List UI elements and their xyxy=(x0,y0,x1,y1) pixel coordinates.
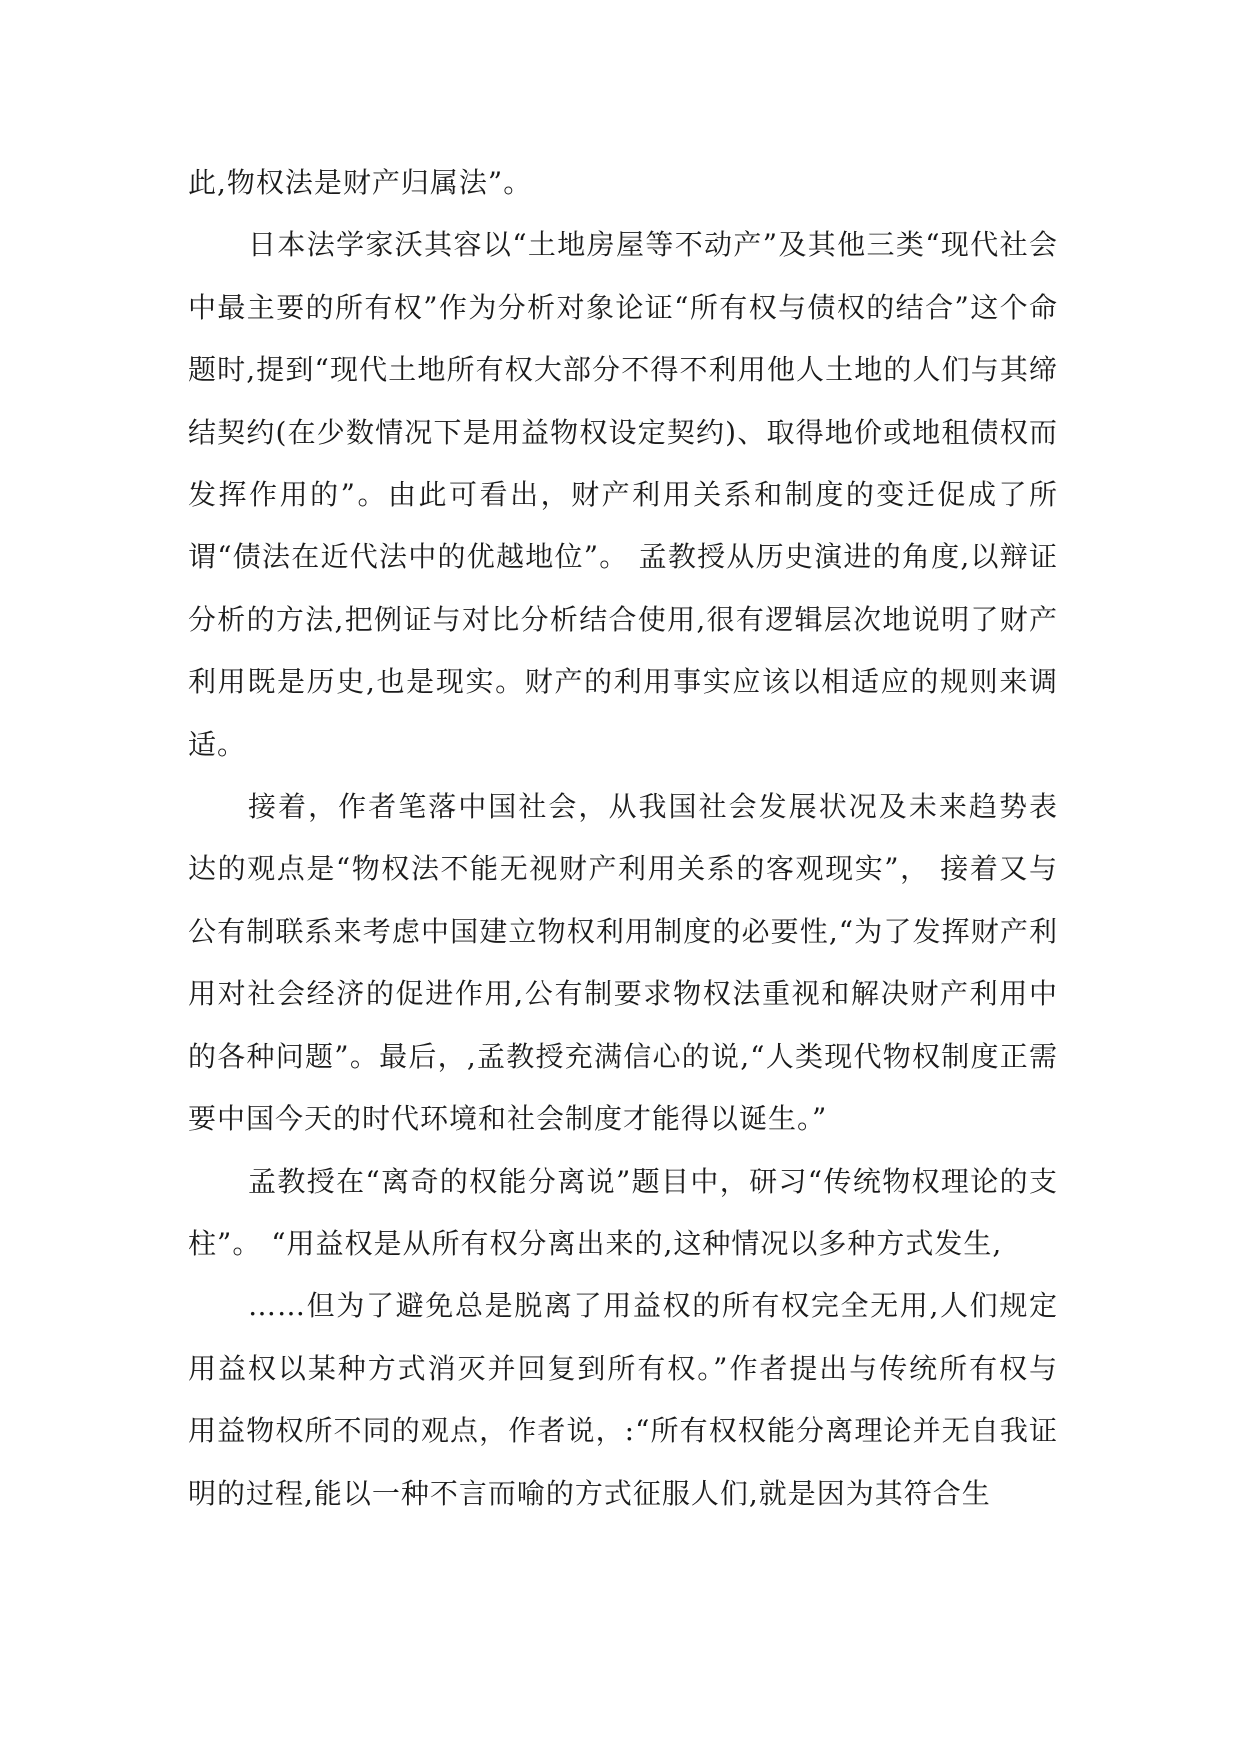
paragraph-1: 此,物权法是财产归属法”。 xyxy=(188,166,533,199)
paragraph-2: 日本法学家沃其容以“土地房屋等不动产”及其他三类“现代社会中最主要的所有权”作为分析对象论证“所有权与债权的结合”这个命题时,提到“现代土地所有权大部分不得不利用他人土地的人们与其缔结契约(在少数情况下是用益物权设定契约)、取得地价或地租债权而发挥作用的”。由此可看出，财产利用关系和制度的变迁促成了所谓“债法在近代法中的优越地位”。 孟教授从历史演进的角度,以辩证分析的方法,把例证与对比分析结合使用,很有逻辑层次地说明了财产利用既是历史,也是现实。财产的利用事实应该以相适应的规则来调适。 xyxy=(188,228,1058,761)
paragraph-5: ……但为了避免总是脱离了用益权的所有权完全无用,人们规定用益权以某种方式消灭并回复到所有权。”作者提出与传统所有权与用益物权所不同的观点，作者说，:“所有权权能分离理论并无自我证明的过程,能以一种不言而喻的方式征服人们,就是因为其符合生 xyxy=(188,1289,1058,1510)
paragraph-4: 孟教授在“离奇的权能分离说”题目中，研习“传统物权理论的支柱”。 “用益权是从所有权分离出来的,这种情况以多种方式发生, xyxy=(188,1164,1058,1260)
paragraph-3: 接着，作者笔落中国社会，从我国社会发展状况及未来趋势表达的观点是“物权法不能无视财产利用关系的客观现实”， 接着又与公有制联系来考虑中国建立物权利用制度的必要性,“为了发挥财产利用对社会经济的促进作用,公有制要求物权法重视和解决财产利用中的各种问题”。最后，,孟教授充满信心的说,“人类现代物权制度正需要中国今天的时代环境和社会制度才能得以诞生。” xyxy=(188,790,1058,1136)
body-text xyxy=(188,152,1058,1525)
